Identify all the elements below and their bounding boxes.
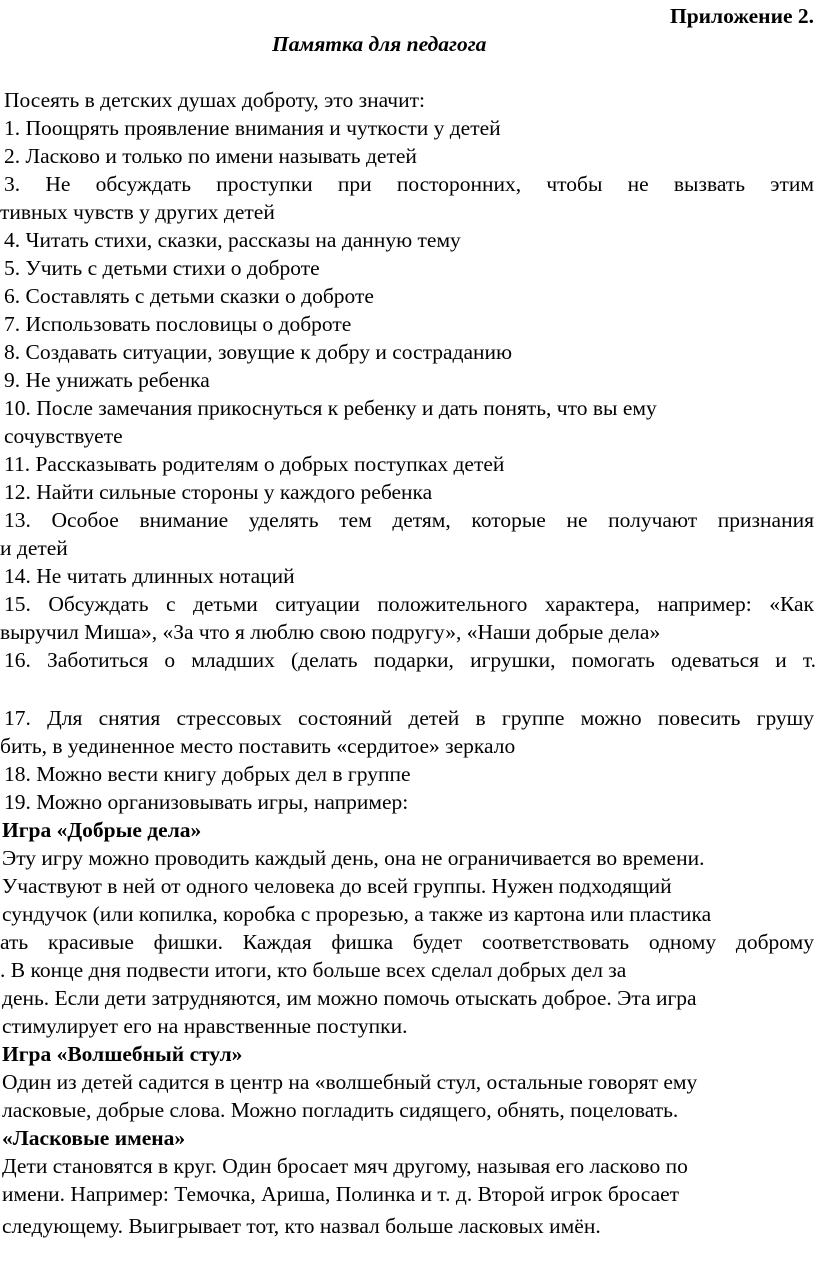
list-item: 4. Читать стихи, сказки, рассказы на данную тему: [4, 228, 461, 252]
list-item-continuation: бить, в уединенное место поставить «сердитое» зеркало: [0, 734, 516, 758]
game-text-line: Эту игру можно проводить каждый день, она не ограничивается во времени.: [2, 846, 705, 870]
list-item: 19. Можно организовывать игры, например:: [4, 790, 409, 814]
game-text-line: Участвуют в ней от одного человека до всей группы. Нужен подходящий: [2, 874, 672, 898]
game-text-line: стимулирует его на нравственные поступки.: [2, 1014, 408, 1038]
list-item: 8. Создавать ситуации, зовущие к добру и состраданию: [4, 340, 513, 364]
game-title: Игра «Добрые дела»: [2, 818, 202, 842]
game-text-line: день. Если дети затрудняются, им можно помочь отыскать доброе. Эта игра: [2, 986, 697, 1010]
game-text-line: следующему. Выигрывает тот, кто назвал больше ласковых имён.: [2, 1214, 601, 1238]
list-item-continuation: и детей: [0, 536, 68, 560]
list-item: 1. Поощрять проявление внимания и чуткости у детей: [4, 116, 501, 140]
appendix-label: Приложение 2.: [669, 4, 814, 28]
list-item-continuation: тивных чувств у других детей: [0, 200, 275, 224]
game-text-line: Дети становятся в круг. Один бросает мяч другому, называя его ласково по: [2, 1154, 688, 1178]
list-item: 9. Не унижать ребенка: [4, 368, 210, 392]
list-item: 11. Рассказывать родителям о добрых поступках детей: [4, 452, 505, 476]
list-item: 6. Составлять с детьми сказки о доброте: [4, 284, 374, 308]
intro-line: Посеять в детских душах доброту, это значит:: [4, 88, 425, 112]
list-item: 17. Для снятия стрессовых состояний детей в группе можно повесить грушу: [4, 706, 814, 730]
list-item: 2. Ласково и только по имени называть детей: [4, 144, 417, 168]
game-text-line: имени. Например: Темочка, Ариша, Полинка и т. д. Второй игрок бросает: [2, 1182, 680, 1206]
list-item-continuation: сочувствуете: [4, 424, 123, 448]
list-item: 16. Заботиться о младших (делать подарки, игрушки, помогать одеваться и т.: [4, 648, 816, 672]
list-item: 14. Не читать длинных нотаций: [4, 564, 295, 588]
list-item: 18. Можно вести книгу добрых дел в группе: [4, 762, 411, 786]
game-text-line: ласковые, добрые слова. Можно погладить сидящего, обнять, поцеловать.: [2, 1098, 679, 1122]
game-text-line: ать красивые фишки. Каждая фишка будет соответствовать одному доброму: [0, 930, 814, 954]
page-title: Памятка для педагога: [272, 32, 487, 56]
game-title: «Ласковые имена»: [2, 1126, 186, 1150]
list-item: 13. Особое внимание уделять тем детям, которые не получают признания: [4, 508, 814, 532]
game-text-line: Один из детей садится в центр на «волшебный стул, остальные говорят ему: [2, 1070, 698, 1094]
list-item: 7. Использовать пословицы о доброте: [4, 312, 352, 336]
list-item-continuation: выручил Миша», «За что я люблю свою подругу», «Наши добрые дела»: [0, 620, 661, 644]
list-item: 15. Обсуждать с детьми ситуации положительного характера, например: «Как: [4, 592, 814, 616]
list-item: 5. Учить с детьми стихи о доброте: [4, 256, 320, 280]
list-item: 12. Найти сильные стороны у каждого ребенка: [4, 480, 433, 504]
list-item: 3. Не обсуждать проступки при посторонних, чтобы не вызвать этим: [4, 172, 814, 196]
game-text-line: . В конце дня подвести итоги, кто больше всех сделал добрых дел за: [0, 958, 627, 982]
list-item: 10. После замечания прикоснуться к ребенку и дать понять, что вы ему: [4, 396, 657, 420]
game-text-line: сундучок (или копилка, коробка с прорезью, а также из картона или пластика: [2, 902, 712, 926]
game-title: Игра «Волшебный стул»: [2, 1042, 243, 1066]
